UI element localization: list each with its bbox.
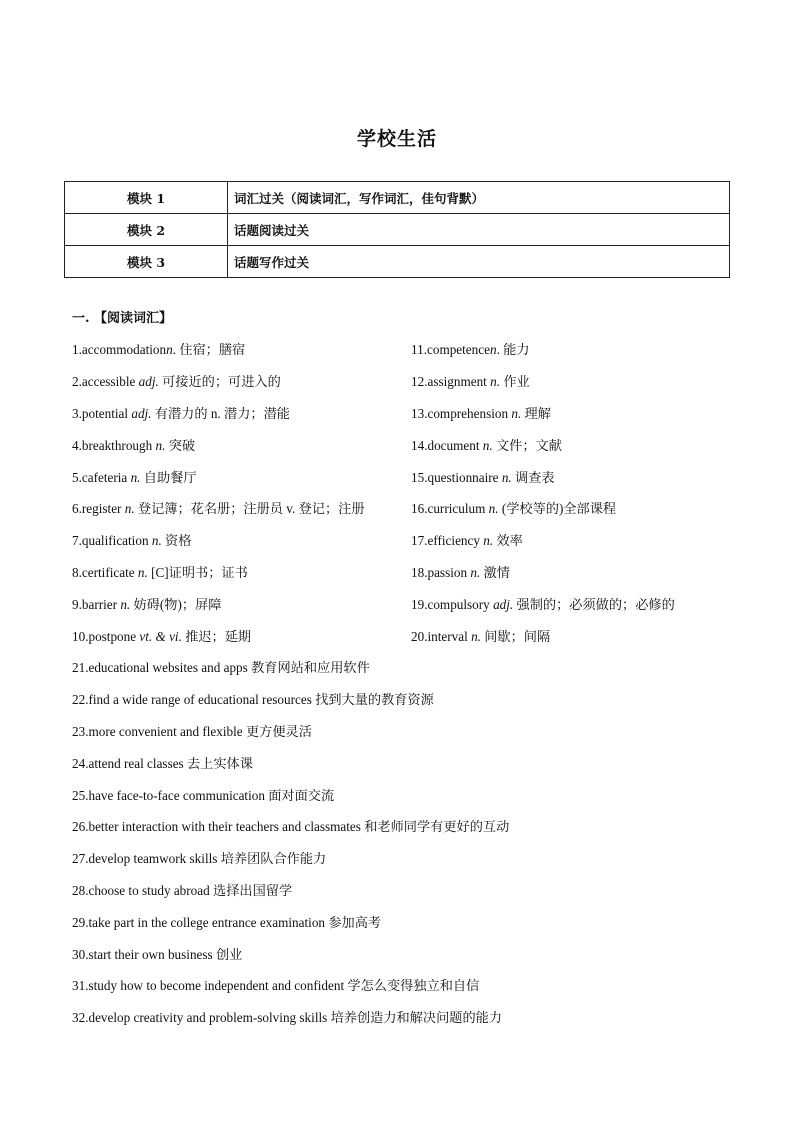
vocab-entry xyxy=(72,435,411,454)
part-of-speech: n. xyxy=(124,501,135,517)
vocab-entry xyxy=(411,498,751,517)
module-name: 模块 3 xyxy=(65,246,228,278)
vocab-word: 15.questionnaire xyxy=(411,469,502,485)
section-heading: 一. 【阅读词汇】 xyxy=(72,311,173,326)
module-name: 模块 1 xyxy=(65,182,228,214)
vocab-entry xyxy=(411,339,751,358)
vocab-word: 18.passion xyxy=(411,564,471,580)
module-name: 模块 2 xyxy=(65,214,228,246)
vocab-word: 3.potential xyxy=(72,405,132,421)
phrase-row: 23.more convenient and flexible 更方便灵活 xyxy=(72,723,312,739)
vocab-row xyxy=(72,492,752,524)
vocab-word: 12.assignment xyxy=(411,374,491,390)
vocab-word: 6.register xyxy=(72,501,125,517)
vocab-entry xyxy=(72,562,411,581)
vocab-meaning: 可接近的；可进入的 xyxy=(158,374,281,390)
module-desc: 话题写作过关 xyxy=(228,246,730,278)
vocab-row xyxy=(72,556,752,588)
vocab-row xyxy=(72,365,752,397)
vocab-entry xyxy=(411,562,751,581)
vocab-meaning: 强制的；必须做的；必修的 xyxy=(513,596,675,612)
part-of-speech: n. xyxy=(120,596,131,612)
table-row xyxy=(65,246,730,278)
part-of-speech: n. xyxy=(511,405,522,421)
vocab-meaning: . 能力 xyxy=(496,342,530,358)
vocab-word: 10.postpone xyxy=(72,628,140,644)
vocab-meaning: 理解 xyxy=(521,405,551,421)
phrase-row: 32.develop creativity and problem-solving skills 培养创造力和解决问题的能力 xyxy=(72,1010,503,1026)
vocab-meaning: 激情 xyxy=(480,564,510,580)
table-row xyxy=(65,214,730,246)
vocab-word: 14.document xyxy=(411,437,483,453)
vocab-meaning: 间歇；间隔 xyxy=(480,628,551,644)
vocab-row xyxy=(72,428,752,460)
vocab-word: 8.certificate xyxy=(72,564,138,580)
phrase-row: 29.take part in the college entrance examination 参加高考 xyxy=(72,914,382,930)
part-of-speech: n. xyxy=(488,501,499,517)
phrase-row: 31.study how to become independent and confident 学怎么变得独立和自信 xyxy=(72,978,480,994)
vocab-entry xyxy=(411,594,751,613)
vocab-entry xyxy=(411,435,751,454)
phrase-row: 26.better interaction with their teachers and classmates 和老师同学有更好的互动 xyxy=(72,819,510,835)
vocab-meaning: 效率 xyxy=(493,533,523,549)
phrase-row: 30.start their own business 创业 xyxy=(72,946,243,962)
vocab-entry xyxy=(411,403,751,422)
vocab-meaning: 文件；文献 xyxy=(492,437,562,453)
module-table xyxy=(64,181,730,278)
vocab-row xyxy=(72,524,752,556)
part-of-speech: n. xyxy=(137,564,148,580)
vocab-entry xyxy=(72,530,411,549)
vocab-word: 17.efficiency xyxy=(411,533,484,549)
vocab-meaning: [C]证明书；证书 xyxy=(147,564,248,580)
vocab-entry xyxy=(411,626,751,645)
vocab-entry xyxy=(72,339,411,358)
vocab-word: 19.compulsory xyxy=(411,596,494,612)
vocab-entry xyxy=(72,467,411,486)
part-of-speech: n. xyxy=(470,564,481,580)
part-of-speech: n xyxy=(166,342,173,358)
vocab-entry xyxy=(72,403,411,422)
vocab-meaning: 调查表 xyxy=(511,469,555,485)
vocab-meaning: (学校等的)全部课程 xyxy=(498,501,617,517)
vocab-entry xyxy=(411,530,751,549)
vocab-entry xyxy=(72,371,411,390)
vocab-row xyxy=(72,460,752,492)
vocab-meaning: 有潜力的 n. 潜力；潜能 xyxy=(151,405,290,421)
vocab-meaning: 资格 xyxy=(161,533,192,549)
vocab-word: 13.comprehension xyxy=(411,405,512,421)
vocab-row xyxy=(72,333,752,365)
part-of-speech: vt. & vi. xyxy=(139,628,182,644)
vocab-entry xyxy=(411,467,751,486)
vocab-meaning: . 住宿；膳宿 xyxy=(172,342,246,358)
vocab-word: 16.curriculum xyxy=(411,501,489,517)
phrase-row: 28.choose to study abroad 选择出国留学 xyxy=(72,882,293,898)
vocab-entry xyxy=(411,371,751,390)
vocab-word: 7.qualification xyxy=(72,533,152,549)
part-of-speech: n. xyxy=(490,374,501,390)
vocab-word: 4.breakthrough xyxy=(72,437,156,453)
vocab-word: 20.interval xyxy=(411,628,472,644)
part-of-speech: n. xyxy=(482,437,493,453)
part-of-speech: n. xyxy=(130,469,141,485)
module-desc: 词汇过关（阅读词汇，写作词汇，佳句背默） xyxy=(228,182,730,214)
part-of-speech: adj. xyxy=(493,596,514,612)
vocab-row xyxy=(72,397,752,429)
phrase-row: 24.attend real classes 去上实体课 xyxy=(72,755,253,771)
part-of-speech: adj. xyxy=(131,405,152,421)
table-row xyxy=(65,182,730,214)
vocab-meaning: 自助餐厅 xyxy=(140,469,197,485)
phrase-row: 27.develop teamwork skills 培养团队合作能力 xyxy=(72,851,327,867)
part-of-speech: adj. xyxy=(138,374,159,390)
phrase-row: 25.have face-to-face communication 面对面交流 xyxy=(72,787,335,803)
vocab-list xyxy=(72,333,752,1033)
phrase-row: 21.educational websites and apps 教育网站和应用软件 xyxy=(72,660,370,676)
vocab-meaning: 妨碍(物)；屏障 xyxy=(130,596,222,612)
vocab-entry xyxy=(72,594,411,613)
vocab-meaning: 登记簿；花名册；注册员 v. 登记；注册 xyxy=(134,501,365,517)
vocab-meaning: 突破 xyxy=(165,437,196,453)
vocab-word: 2.accessible xyxy=(72,374,139,390)
part-of-speech: n. xyxy=(483,533,494,549)
page-title: 学校生活 xyxy=(356,128,437,150)
vocab-word: 5.cafeteria xyxy=(72,469,131,485)
phrase-row: 22.find a wide range of educational resources 找到大量的教育资源 xyxy=(72,692,434,708)
vocab-meaning: 推迟；延期 xyxy=(181,628,252,644)
part-of-speech: n. xyxy=(501,469,512,485)
vocab-entry xyxy=(72,626,411,645)
vocab-meaning: 作业 xyxy=(500,374,530,390)
vocab-word: 11.competence xyxy=(411,342,490,358)
vocab-entry xyxy=(72,498,411,517)
vocab-row xyxy=(72,619,752,651)
module-desc: 话题阅读过关 xyxy=(228,214,730,246)
part-of-speech: n. xyxy=(471,628,481,644)
part-of-speech: n. xyxy=(155,437,166,453)
part-of-speech: n. xyxy=(151,533,162,549)
vocab-word: 1.accommodation xyxy=(72,342,167,358)
part-of-speech: n xyxy=(489,342,497,358)
vocab-word: 9.barrier xyxy=(72,596,121,612)
vocab-row xyxy=(72,587,752,619)
